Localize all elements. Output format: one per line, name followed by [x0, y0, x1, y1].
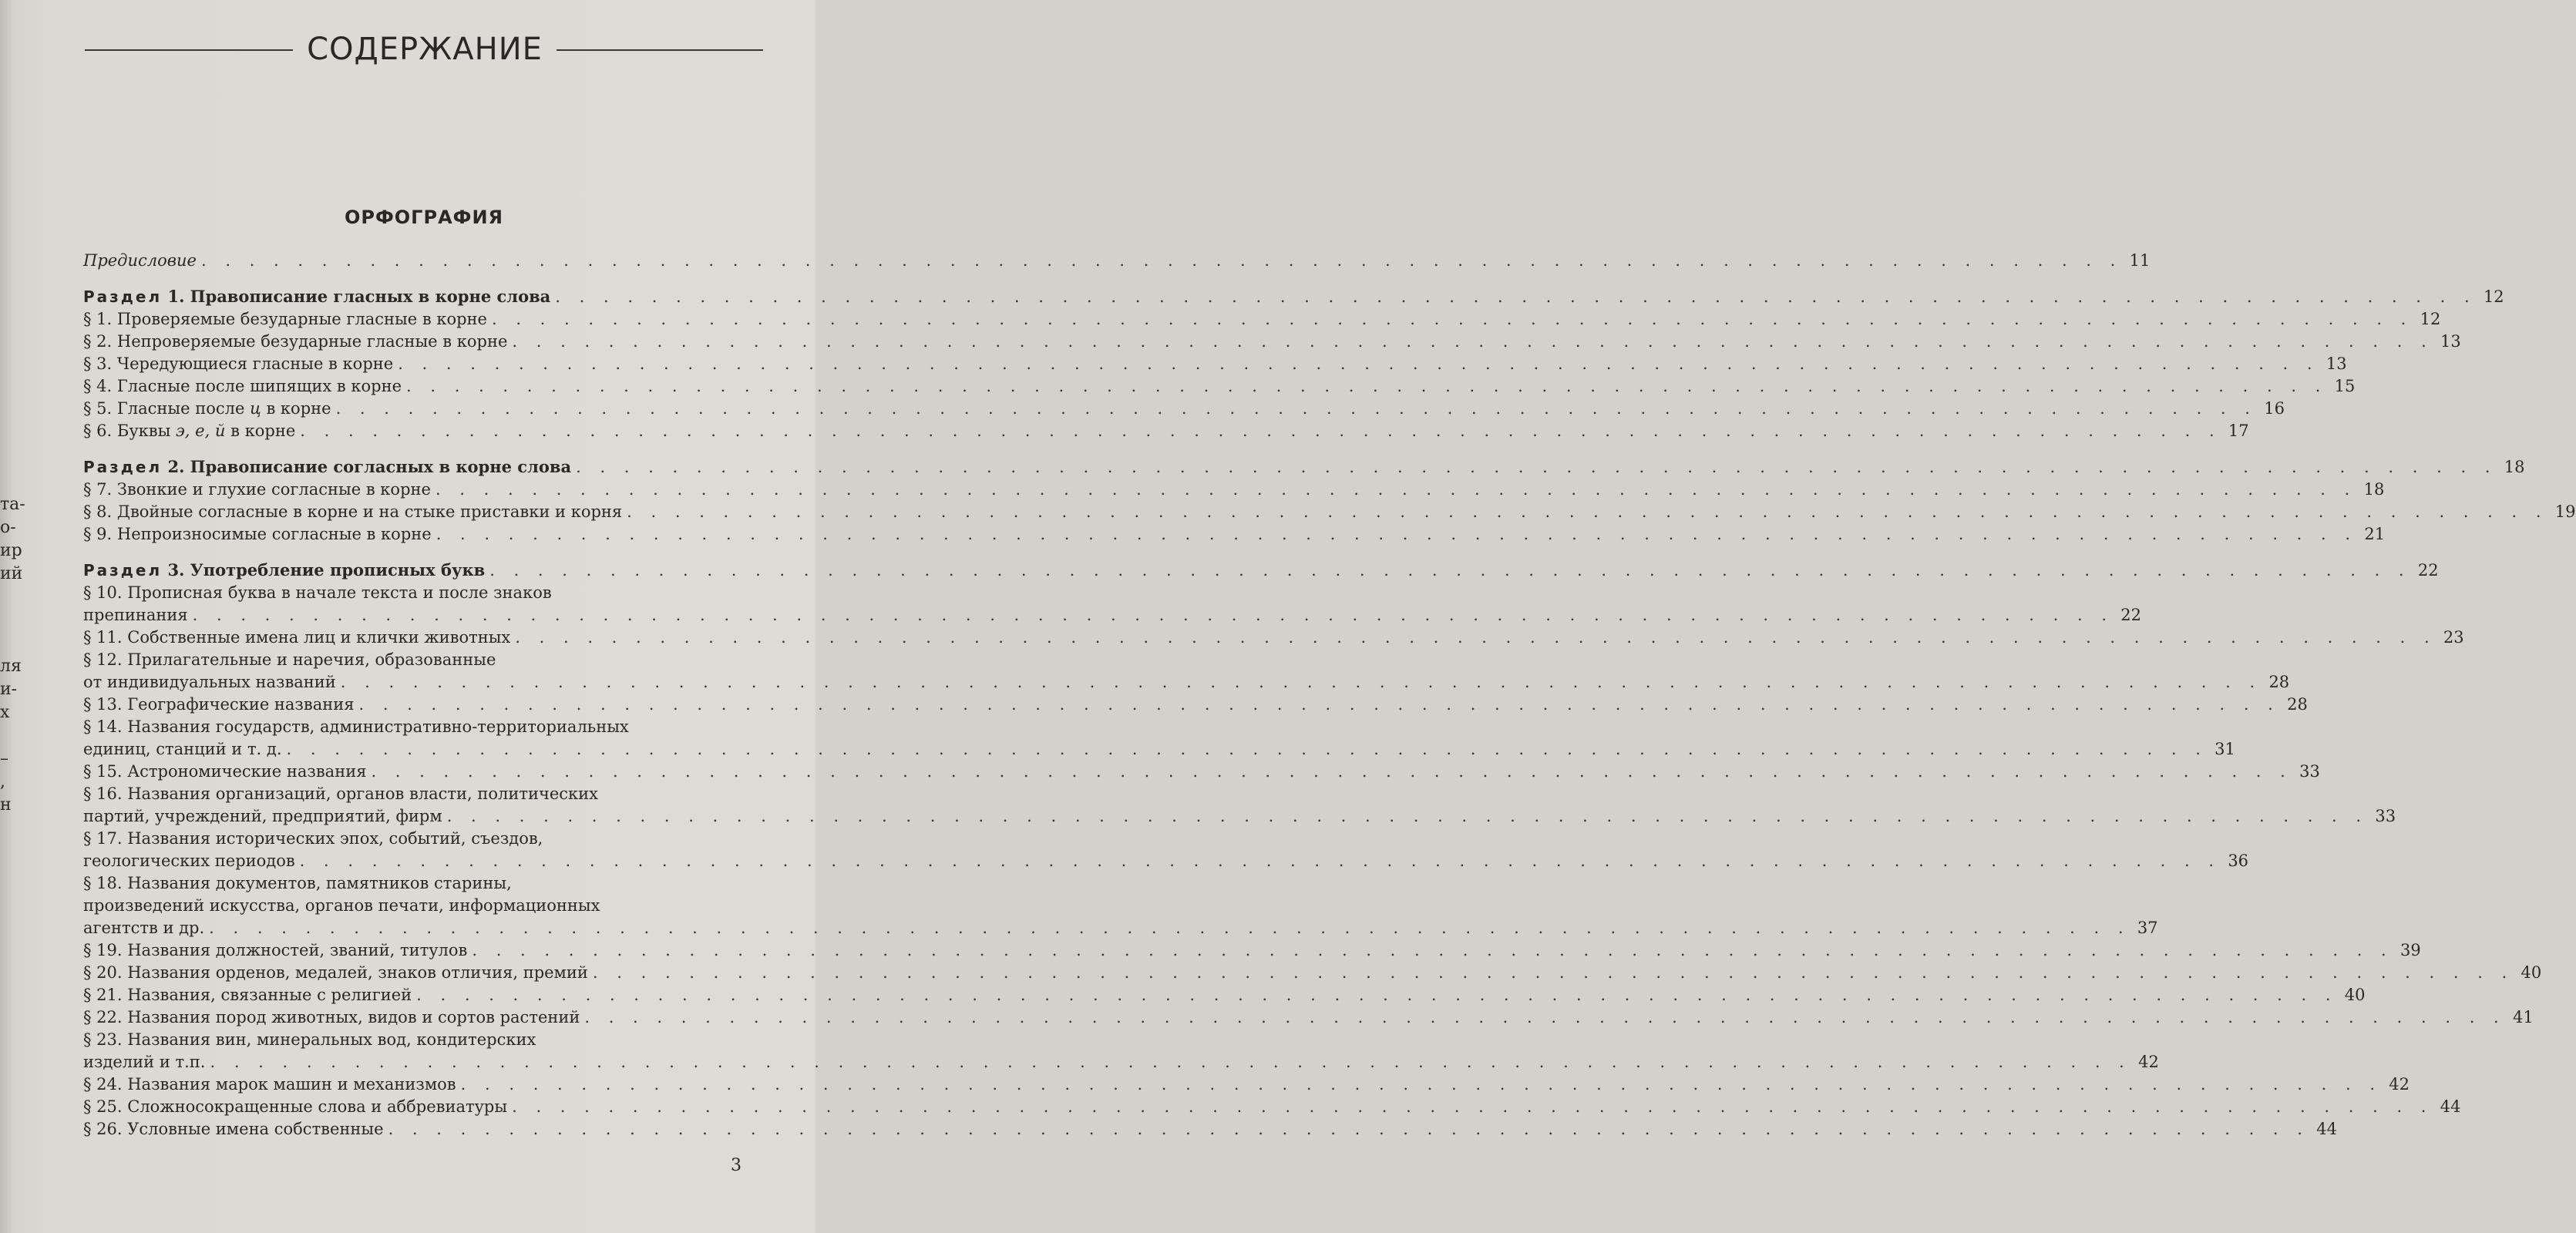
adjacent-page-fragment [0, 632, 31, 655]
toc-entry-text: § 6. Буквы [83, 422, 171, 440]
toc-entry-label [83, 828, 543, 850]
toc-page-number: 40 [2521, 963, 2542, 982]
toc-line [83, 1073, 2410, 1096]
toc-entry[interactable] [83, 649, 2290, 694]
dot-leader: . . . . . . . . . . . . . . . . . . . . . . . . . . . . . . . . . . . . . . . . . . . . . . . . . . . . . . . . . . . . . . . . . . . . . . . . . . . . . . . . [406, 377, 2328, 395]
toc-entry[interactable] [83, 1029, 2159, 1073]
toc-entry-label [83, 420, 295, 442]
toc-page-number: 12 [2483, 287, 2504, 306]
toc-entry-label [83, 1096, 507, 1118]
toc-entry[interactable] [83, 308, 2441, 331]
toc-entry-label [83, 353, 393, 375]
toc-entry-label [83, 582, 552, 604]
dot-leader: . . . . . . . . . . . . . . . . . . . . . . . . . . . . . . . . . . . . . . . . . . . . . . . . . . . . . . . . . . . . . . . . . . . . . . . . . . . . . . . . [416, 986, 2338, 1004]
adjacent-page-fragment [0, 586, 31, 609]
toc-entry-text-middle: произведений искусства, органов печати, информационных [83, 896, 600, 915]
toc-entry-label [83, 1118, 384, 1141]
toc-line [83, 353, 2347, 375]
toc-entry-label [83, 479, 431, 501]
dot-leader: . . . . . . . . . . . . . . . . . . . . . . . . . . . . . . . . . . . . . . . . . . . . . . . . . . . . . . . . . . . . . . . . . . . . . . . . . . . . . . . . [371, 762, 2292, 781]
toc-page-number: 33 [2299, 762, 2320, 781]
adjacent-page-fragment: – [0, 749, 8, 768]
toc-section-heading[interactable] [83, 455, 2525, 479]
section-prefix: Раздел [83, 287, 163, 306]
toc-page-number: 44 [2316, 1120, 2337, 1138]
toc-page-number: 13 [2325, 354, 2347, 373]
toc-entry-text-continued: препинания [83, 606, 188, 624]
dot-leader: . . . . . . . . . . . . . . . . . . . . . . . . . . . . . . . . . . . . . . . . . . . . . . . . . . . . . . . . . . . . . . . . . . . . . . . . . . . . . . . . [491, 310, 2413, 328]
header-rule-right [557, 49, 763, 51]
toc-entry-text: § 13. Географические названия [83, 695, 355, 714]
toc-page-number: 16 [2264, 399, 2285, 418]
dot-leader: . . . . . . . . . . . . . . . . . . . . . . . . . . . . . . . . . . . . . . . . . . . . . . . . . . . . . . . . . . . . . . . . . . . . . . . . . . . . . . . . [435, 480, 2357, 499]
toc-entry-text-continued: единиц, станций и т. д. [83, 740, 282, 758]
toc-entry-label [83, 1073, 456, 1096]
adjacent-page-fragment: ир [0, 541, 22, 560]
toc-entry-text: § 22. Названия пород животных, видов и сортов растений [83, 1008, 580, 1026]
dot-leader: . . . . . . . . . . . . . . . . . . . . . . . . . . . . . . . . . . . . . . . . . . . . . . . . . . . . . . . . . . . . . . . . . . . . . . . . . . . . . . . . [435, 525, 2358, 543]
page-title: СОДЕРЖАНИЕ [307, 32, 543, 67]
toc-entry-text-continued: агентств и др. [83, 919, 205, 937]
dot-leader: . . . . . . . . . . . . . . . . . . . . . . . . . . . . . . . . . . . . . . . . . . . . . . . . . . . . . . . . . . . . . . . . . . . . . . . . . . . . . . . . [555, 287, 2477, 306]
toc-entry[interactable] [83, 828, 2249, 872]
toc-entry-text: § 16. Названия организаций, органов власти, политических [83, 784, 599, 803]
toc-entry-label [83, 939, 467, 962]
toc-entry-label [83, 872, 512, 895]
toc-page-number: 40 [2344, 986, 2366, 1004]
toc-entry-label [83, 1006, 580, 1029]
toc-line [83, 917, 2158, 939]
toc-entry-text: § 11. Собственные имена лиц и клички животных [83, 628, 511, 647]
adjacent-page-fragment: ля [0, 657, 22, 676]
toc-section-label [83, 559, 485, 582]
toc-entry-text-continued: партий, учреждений, предприятий, фирм [83, 807, 442, 825]
toc-entry[interactable] [83, 984, 2366, 1006]
toc-page-number: 42 [2389, 1075, 2410, 1094]
dot-leader: . . . . . . . . . . . . . . . . . . . . . . . . . . . . . . . . . . . . . . . . . . . . . . . . . . . . . . . . . . . . . . . . . . . . . . . . . . . . . . . . [300, 422, 2221, 440]
toc-line [83, 375, 2356, 398]
toc-line [83, 285, 2504, 308]
dot-leader: . . . . . . . . . . . . . . . . . . . . . . . . . . . . . . . . . . . . . . . . . . . . . . . . . . . . . . . . . . . . . . . . . . . . . . . . . . . . . . . . [340, 673, 2262, 691]
toc-entry-label [83, 984, 412, 1006]
toc-line [83, 582, 751, 604]
toc-entry-text: § 4. Гласные после шипящих в корне [83, 377, 402, 395]
toc-entry-text: § 18. Названия документов, памятников старины, [83, 874, 512, 892]
toc-page-number: 22 [2120, 606, 2141, 624]
page-header [85, 28, 763, 74]
toc-entry[interactable] [83, 523, 2386, 546]
dot-leader: . . . . . . . . . . . . . . . . . . . . . . . . . . . . . . . . . . . . . . . . . . . . . . . . . . . . . . . . . . . . . . . . . . . . . . . . . . . . . . . . [627, 502, 2548, 521]
toc-line [83, 783, 751, 805]
toc-line [83, 455, 2525, 479]
toc-entry[interactable] [83, 694, 2308, 716]
toc-line [83, 308, 2441, 331]
dot-leader: . . . . . . . . . . . . . . . . . . . . . . . . . . . . . . . . . . . . . . . . . . . . . . . . . . . . . . . . . . . . . . . . . . . . . . . . . . . . . . . . [460, 1075, 2383, 1094]
toc-line [83, 1096, 2461, 1118]
toc-entry[interactable] [83, 1006, 2534, 1029]
dot-leader: . . . . . . . . . . . . . . . . . . . . . . . . . . . . . . . . . . . . . . . . . . . . . . . . . . . . . . . . . . . . . . . . . . . . . . . . . . . . . . . . [592, 963, 2514, 982]
dot-leader: . . . . . . . . . . . . . . . . . . . . . . . . . . . . . . . . . . . . . . . . . . . . . . . . . . . . . . . . . . . . . . . . . . . . . . . . . . . . . . . . [200, 251, 2123, 270]
toc-page-number: 19 [2554, 502, 2576, 521]
toc-entry-label [83, 761, 366, 783]
section-heading: ОРФОГРАФИЯ [344, 207, 504, 228]
dot-leader: . . . . . . . . . . . . . . . . . . . . . . . . . . . . . . . . . . . . . . . . . . . . . . . . . . . . . . . . . . . . . . . . . . . . . . . . . . . . . . . . [489, 561, 2411, 580]
toc-entry-label: Предисловие [83, 251, 197, 270]
toc-line [83, 671, 2290, 694]
toc-entry-text-tail: в корне [230, 422, 296, 440]
toc-entry-text: § 3. Чередующиеся гласные в корне [83, 354, 394, 373]
toc-page-number: 42 [2138, 1053, 2159, 1071]
toc-line [83, 559, 2439, 582]
toc-page-number: 21 [2364, 525, 2386, 543]
toc-page-number: 33 [2375, 807, 2396, 825]
toc-entry[interactable] [83, 1073, 2410, 1096]
toc-line [83, 523, 2386, 546]
dot-leader: . . . . . . . . . . . . . . . . . . . . . . . . . . . . . . . . . . . . . . . . . . . . . . . . . . . . . . . . . . . . . . . . . . . . . . . . . . . . . . . . [210, 1053, 2131, 1071]
dot-leader: . . . . . . . . . . . . . . . . . . . . . . . . . . . . . . . . . . . . . . . . . . . . . . . . . . . . . . . . . . . . . . . . . . . . . . . . . . . . . . . . [584, 1008, 2506, 1026]
toc-entry-text: § 23. Названия вин, минеральных вод, кондитерских [83, 1030, 536, 1049]
toc-line [83, 850, 2249, 872]
toc-entry-text: § 19. Названия должностей, званий, титулов [83, 941, 468, 959]
toc-entry-label [83, 694, 354, 716]
toc-line [83, 895, 751, 917]
toc-line [83, 420, 2249, 442]
dot-leader: . . . . . . . . . . . . . . . . . . . . . . . . . . . . . . . . . . . . . . . . . . . . . . . . . . . . . . . . . . . . . . . . . . . . . . . . . . . . . . . . [515, 628, 2436, 647]
toc-line [83, 694, 2308, 716]
toc-entry-text: § 1. Проверяемые безударные гласные в корне [83, 310, 487, 328]
toc-entry[interactable] [83, 375, 2356, 398]
adjacent-page-fragments [0, 493, 31, 817]
toc-entry-text-tail: в корне [266, 399, 331, 418]
toc-entry-text: § 15. Астрономические названия [83, 762, 367, 781]
adjacent-page-fragment: и- [0, 680, 18, 699]
toc-line [83, 1118, 2337, 1141]
toc-entry[interactable] [83, 1096, 2461, 1118]
toc-entry-text: § 21. Названия, связанные с религией [83, 986, 412, 1004]
toc-entry-text: § 5. Гласные после [83, 399, 245, 418]
toc-page-number: 13 [2440, 332, 2461, 351]
toc-entry[interactable] [83, 501, 2576, 523]
adjacent-page-fragment [0, 609, 31, 632]
toc-line [83, 738, 2235, 761]
toc-page-number: 18 [2363, 480, 2385, 499]
toc-line [83, 479, 2385, 501]
dot-leader: . . . . . . . . . . . . . . . . . . . . . . . . . . . . . . . . . . . . . . . . . . . . . . . . . . . . . . . . . . . . . . . . . . . . . . . . . . . . . . . . [446, 807, 2369, 825]
table-of-contents [83, 250, 2576, 1141]
toc-entry-text: § 8. Двойные согласные в корне и на стыке приставки и корня [83, 502, 623, 521]
toc-line [83, 250, 2151, 272]
toc-line [83, 872, 751, 895]
toc-section-heading[interactable] [83, 285, 2504, 308]
adjacent-page-fragment: ий [0, 564, 23, 583]
toc-line [83, 962, 2542, 984]
toc-line [83, 716, 751, 738]
dot-leader: . . . . . . . . . . . . . . . . . . . . . . . . . . . . . . . . . . . . . . . . . . . . . . . . . . . . . . . . . . . . . . . . . . . . . . . . . . . . . . . . [209, 919, 2130, 937]
toc-line [83, 761, 2320, 783]
toc-page-number: 37 [2137, 919, 2158, 937]
toc-page-number: 17 [2228, 422, 2249, 440]
dot-leader: . . . . . . . . . . . . . . . . . . . . . . . . . . . . . . . . . . . . . . . . . . . . . . . . . . . . . . . . . . . . . . . . . . . . . . . . . . . . . . . . [388, 1120, 2309, 1138]
toc-entry-text: § 24. Названия марок машин и механизмов [83, 1075, 456, 1094]
toc-page-number: 41 [2513, 1008, 2534, 1026]
toc-page-number: 23 [2443, 628, 2464, 647]
toc-entry-text: § 17. Названия исторических эпох, событий, съездов, [83, 829, 543, 848]
toc-entry-text: § 9. Непроизносимые согласные в корне [83, 525, 432, 543]
toc-page-number: 36 [2228, 852, 2249, 870]
toc-entry-label [83, 627, 510, 649]
toc-line [83, 1006, 2534, 1029]
dot-leader: . . . . . . . . . . . . . . . . . . . . . . . . . . . . . . . . . . . . . . . . . . . . . . . . . . . . . . . . . . . . . . . . . . . . . . . . . . . . . . . . [512, 1097, 2433, 1116]
toc-entry-text: § 7. Звонкие и глухие согласные в корне [83, 480, 431, 499]
toc-entry[interactable] [83, 479, 2385, 501]
toc-line [83, 627, 2464, 649]
toc-entry[interactable] [83, 962, 2542, 984]
section-title: 2. Правописание согласных в корне слова [167, 457, 572, 476]
toc-entry-text: § 25. Сложносокращенные слова и аббревиатуры [83, 1097, 508, 1116]
toc-line [83, 1029, 751, 1051]
toc-line [83, 805, 2396, 828]
toc-entry-text: § 14. Названия государств, административно-территориальных [83, 717, 629, 736]
toc-entry[interactable] [83, 761, 2320, 783]
toc-line [83, 1051, 2159, 1073]
toc-entry-label [83, 962, 588, 984]
toc-entry-text-continued: изделий и т.п. [83, 1053, 206, 1071]
toc-entry-label [83, 308, 487, 331]
toc-entry-italic: ц [250, 399, 261, 418]
dot-leader: . . . . . . . . . . . . . . . . . . . . . . . . . . . . . . . . . . . . . . . . . . . . . . . . . . . . . . . . . . . . . . . . . . . . . . . . . . . . . . . . [398, 354, 2319, 373]
dot-leader: . . . . . . . . . . . . . . . . . . . . . . . . . . . . . . . . . . . . . . . . . . . . . . . . . . . . . . . . . . . . . . . . . . . . . . . . . . . . . . . . [512, 332, 2433, 351]
toc-line [83, 649, 751, 671]
toc-line [83, 604, 2141, 627]
toc-page-number: 12 [2420, 310, 2441, 328]
toc-entry[interactable] [83, 353, 2347, 375]
toc-page-number: 28 [2268, 673, 2290, 691]
dot-leader: . . . . . . . . . . . . . . . . . . . . . . . . . . . . . . . . . . . . . . . . . . . . . . . . . . . . . . . . . . . . . . . . . . . . . . . . . . . . . . . . [335, 399, 2257, 418]
dot-leader: . . . . . . . . . . . . . . . . . . . . . . . . . . . . . . . . . . . . . . . . . . . . . . . . . . . . . . . . . . . . . . . . . . . . . . . . . . . . . . . . [286, 740, 2208, 758]
dot-leader: . . . . . . . . . . . . . . . . . . . . . . . . . . . . . . . . . . . . . . . . . . . . . . . . . . . . . . . . . . . . . . . . . . . . . . . . . . . . . . . . [192, 606, 2114, 624]
toc-entry[interactable] [83, 716, 2235, 761]
toc-entry-text: § 20. Названия орденов, медалей, знаков отличия, премий [83, 963, 588, 982]
toc-entry-text-continued: геологических периодов [83, 852, 295, 870]
toc-entry[interactable] [83, 398, 2285, 420]
toc-entry-label [83, 523, 432, 546]
toc-entry[interactable] [83, 331, 2461, 353]
toc-page-number: 11 [2129, 251, 2151, 270]
section-title: 3. Употребление прописных букв [167, 560, 486, 580]
toc-entry[interactable] [83, 1118, 2337, 1141]
toc-entry-label [83, 501, 622, 523]
dot-leader: . . . . . . . . . . . . . . . . . . . . . . . . . . . . . . . . . . . . . . . . . . . . . . . . . . . . . . . . . . . . . . . . . . . . . . . . . . . . . . . . [358, 695, 2280, 714]
toc-entry[interactable] [83, 872, 2158, 939]
toc-entry-label [83, 375, 402, 398]
toc-line [83, 828, 751, 850]
toc-entry[interactable] [83, 939, 2421, 962]
toc-entry-preface[interactable] [83, 250, 2151, 272]
toc-line [83, 984, 2366, 1006]
toc-page-number: 22 [2417, 561, 2439, 580]
toc-entry-label [83, 1029, 536, 1051]
toc-entry-text-continued: от индивидуальных названий [83, 673, 336, 691]
toc-page-number: 31 [2214, 740, 2235, 758]
toc-line [83, 501, 2576, 523]
section-prefix: Раздел [83, 458, 163, 476]
toc-page-number: 18 [2504, 458, 2525, 476]
toc-entry-text: § 26. Условные имена собственные [83, 1120, 384, 1138]
dot-leader: . . . . . . . . . . . . . . . . . . . . . . . . . . . . . . . . . . . . . . . . . . . . . . . . . . . . . . . . . . . . . . . . . . . . . . . . . . . . . . . . [472, 941, 2393, 959]
adjacent-page-fragment: , [0, 772, 5, 791]
dot-leader: . . . . . . . . . . . . . . . . . . . . . . . . . . . . . . . . . . . . . . . . . . . . . . . . . . . . . . . . . . . . . . . . . . . . . . . . . . . . . . . . [576, 458, 2497, 476]
dot-leader: . . . . . . . . . . . . . . . . . . . . . . . . . . . . . . . . . . . . . . . . . . . . . . . . . . . . . . . . . . . . . . . . . . . . . . . . . . . . . . . . [299, 852, 2221, 870]
toc-section-heading[interactable] [83, 559, 2439, 582]
toc-section-label [83, 455, 571, 479]
toc-entry[interactable] [83, 582, 2141, 627]
toc-section-label [83, 285, 550, 308]
toc-page-number: 39 [2400, 941, 2421, 959]
toc-entry-text: § 10. Прописная буква в начале текста и после знаков [83, 583, 552, 602]
toc-entry-label [83, 331, 507, 353]
toc-entry-label [83, 649, 496, 671]
adjacent-page-fragment: о- [0, 518, 16, 537]
toc-entry-label [83, 783, 598, 805]
toc-line [83, 398, 2285, 420]
adjacent-page-fragment: та- [0, 495, 25, 514]
section-title: 1. Правописание гласных в корне слова [167, 287, 551, 306]
page-number: 3 [731, 1156, 742, 1175]
adjacent-page-fragment: н [0, 795, 12, 815]
toc-entry-label [83, 716, 629, 738]
adjacent-page-fragment: х [0, 703, 10, 722]
toc-entry[interactable] [83, 420, 2249, 442]
toc-entry[interactable] [83, 783, 2396, 828]
adjacent-page-fragment [0, 724, 31, 748]
toc-entry-italic: э, е, й [176, 422, 226, 440]
toc-entry-text: § 2. Непроверяемые безударные гласные в корне [83, 332, 508, 351]
toc-entry-label [83, 398, 331, 420]
toc-page-number: 15 [2334, 377, 2356, 395]
toc-entry[interactable] [83, 627, 2464, 649]
header-rule-left [85, 49, 293, 51]
section-prefix: Раздел [83, 561, 163, 580]
toc-page-number: 28 [2287, 695, 2308, 714]
toc-entry-text: § 12. Прилагательные и наречия, образованные [83, 650, 496, 669]
toc-line [83, 939, 2421, 962]
toc-page-number: 44 [2440, 1097, 2461, 1116]
toc-line [83, 331, 2461, 353]
